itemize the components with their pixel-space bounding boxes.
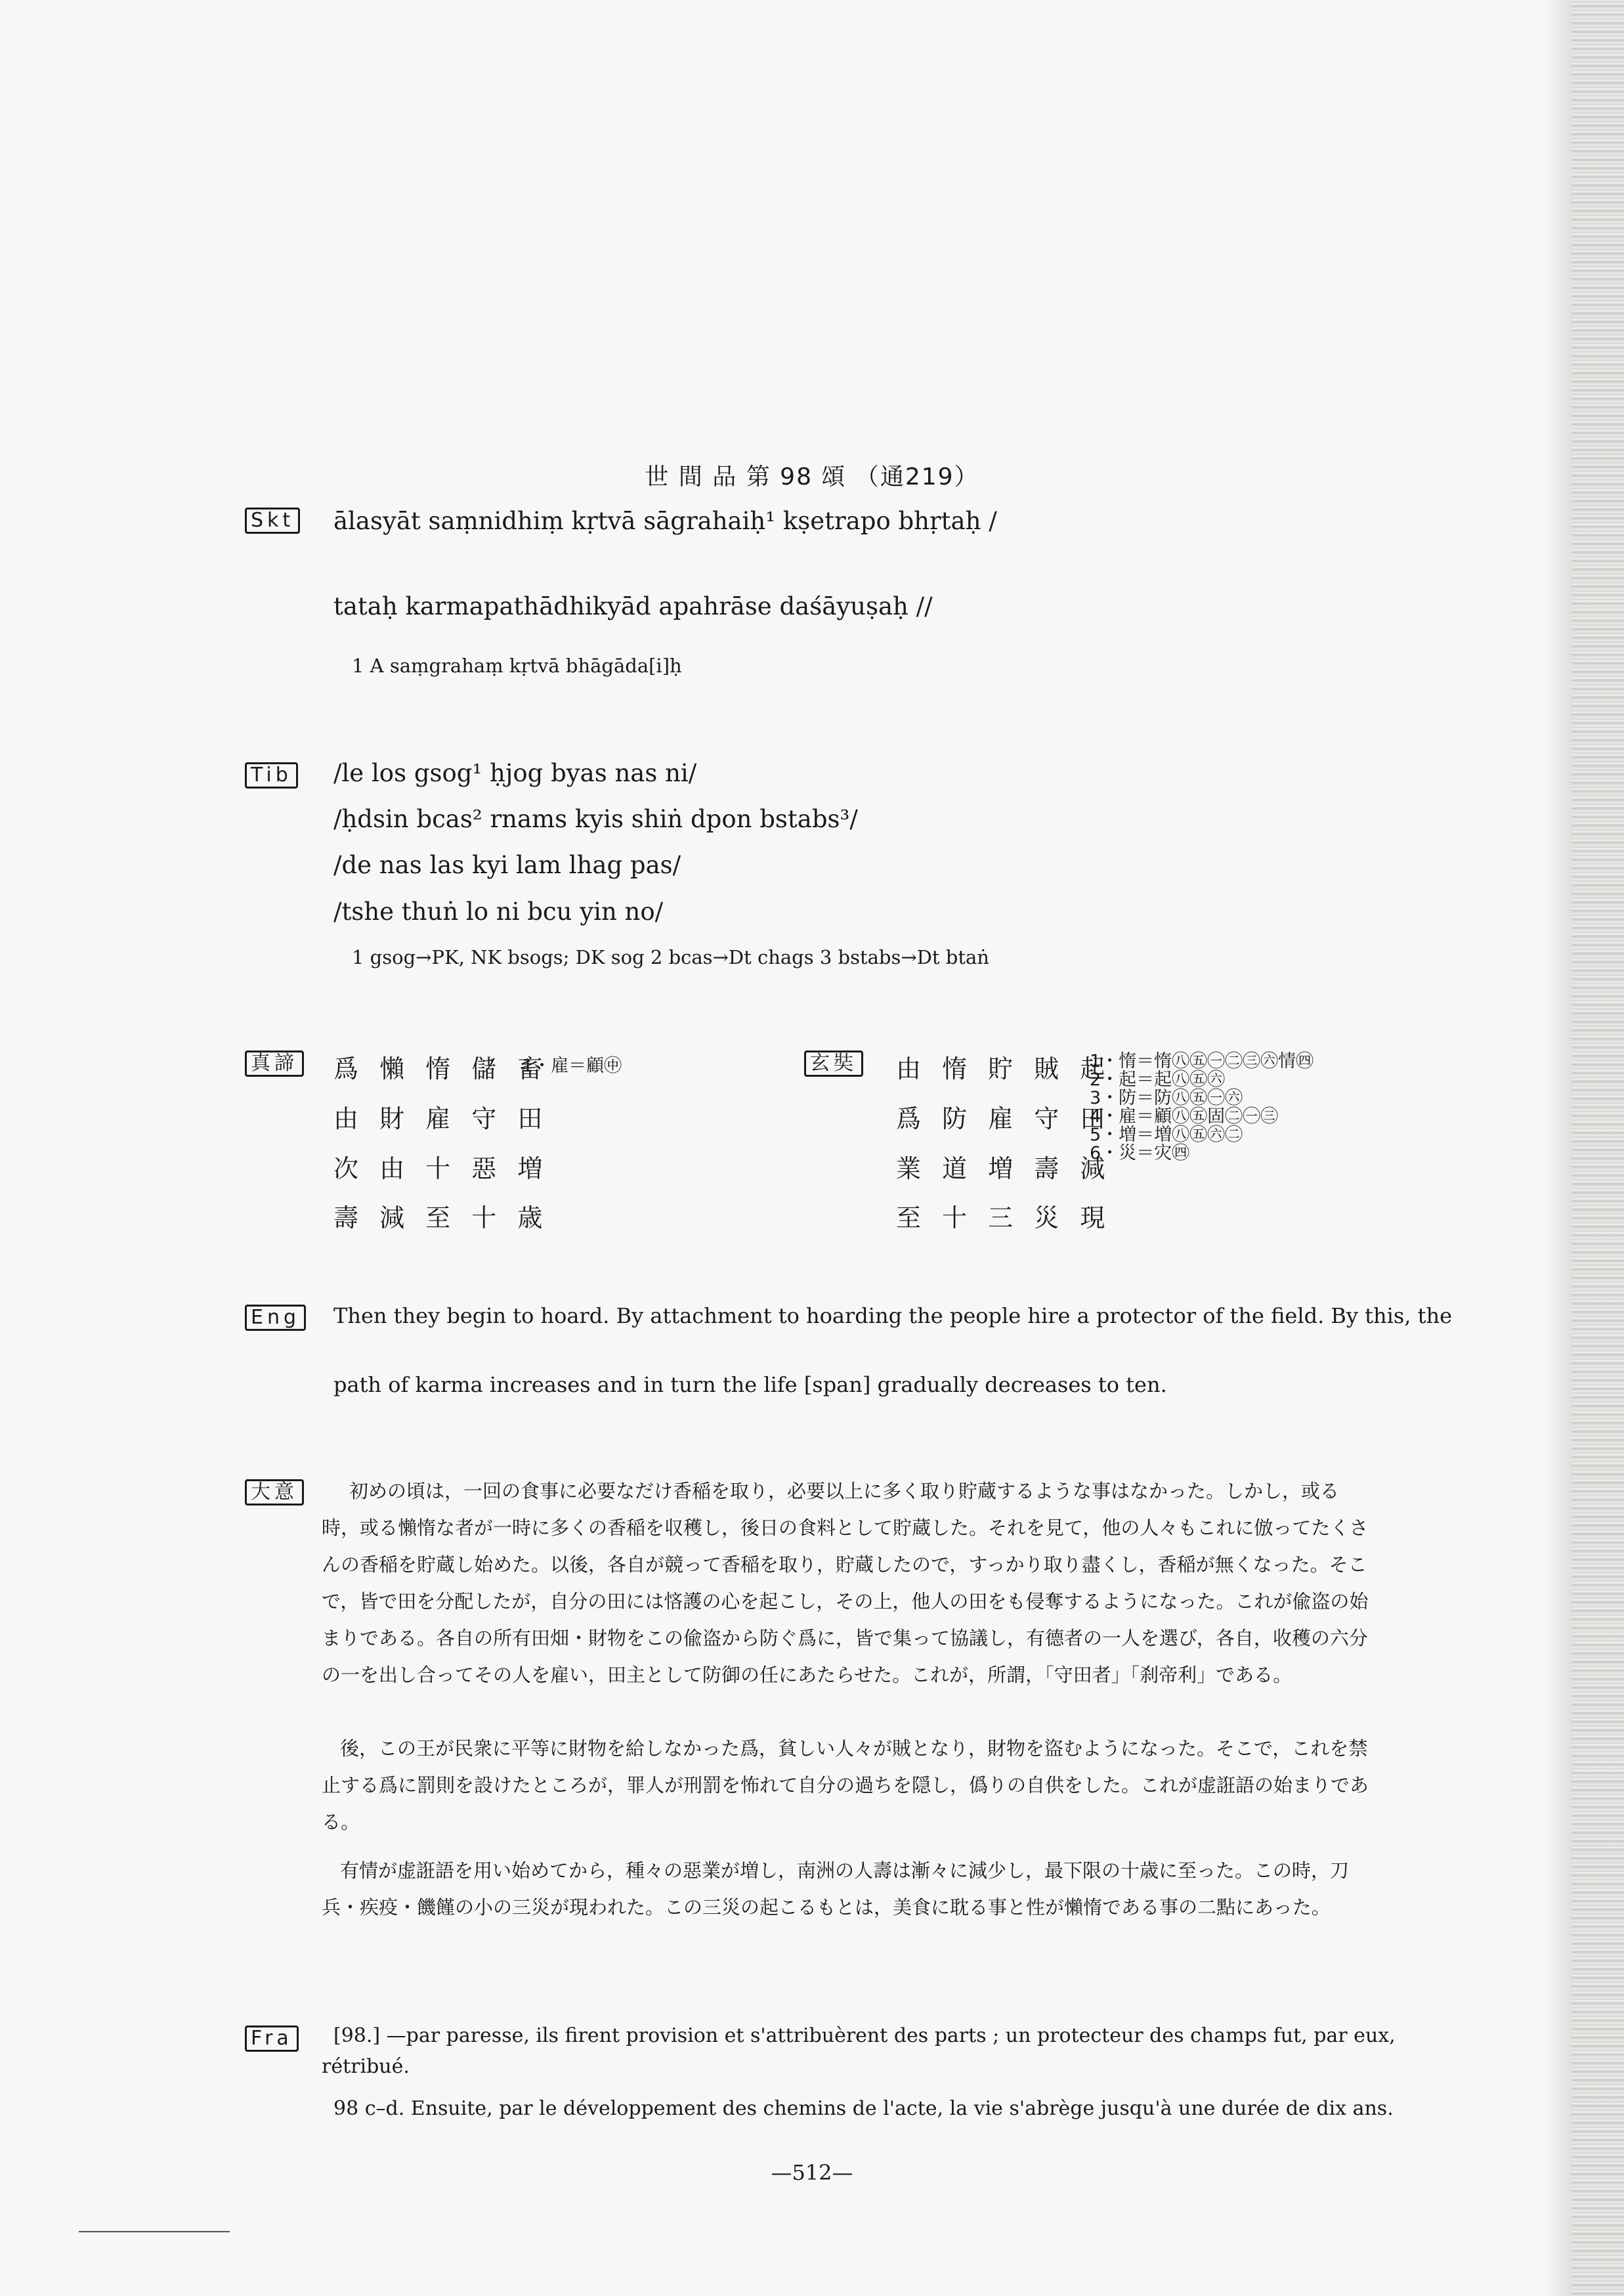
tib-label: Tib <box>245 762 298 789</box>
page-number: —512— <box>771 2160 853 2185</box>
genjo-note-6: 6・災＝灾㊃ <box>1090 1143 1190 1163</box>
fra-line-2: rétribué. <box>322 2055 410 2078</box>
fra-line-1: [98.] —par paresse, ils firent provision et s'attribuèrent des parts ; un protecteur des champs fut, par eux, <box>333 2024 1396 2047</box>
taii-paragraph-2: 後，この王が民衆に平等に財物を給しなかった爲，貧しい人々が賊となり，財物を盜むようになった。そこで，これを禁止する爲に罰則を設けたところが，罪人が刑罰を怖れて自分の過ちを隠し，僞りの自供をした。これが虚誑語の始まりである。 <box>322 1737 1369 1833</box>
scan-edge <box>1571 0 1624 2296</box>
tib-line-3: /de nas las kyi lam lhag pas/ <box>333 851 681 879</box>
fra-label: Fra <box>245 2025 299 2052</box>
genjo-label: 玄奘 <box>804 1051 863 1077</box>
skt-line-1: ālasyāt saṃnidhiṃ kṛtvā sāgrahaiḥ¹ kṣetrapo bhṛtaḥ / <box>333 507 997 535</box>
taii-paragraph-1: 初めの頃は，一回の食事に必要なだけ香稲を取り，必要以上に多く取り貯蔵するような事はなかった。しかし，或る時，或る懶惰な者が一時に多くの香稲を収穫し，後日の食料として貯蔵した。それを見て，他の人々もこれに倣ってたくさんの香稲を貯蔵し始めた。以後，各自が競って香稲を取り，貯蔵したので，すっかり取り盡くし，香稲が無くなった。そこで，皆で田を分配したが，自分の田には悋護の心を起こし，その上，他人の田をも侵奪するようになった。これが偸盗の始まりである。各自の所有田畑・財物をこの偸盗から防ぐ爲に，皆で集って協議し，有德者の一人を選び，各自，收穫の六分の一を出し合ってその人を雇い，田主として防御の任にあたらせた。これが，所謂，「守田者」「刹帝利」である。 <box>322 1480 1369 1686</box>
shintai-line-1: 爲 懶 惰 儲 畜 <box>333 1054 549 1083</box>
fra-line-3: 98 c–d. Ensuite, par le développement des chemins de l'acte, la vie s'abrège jusqu'à une durée de dix ans. <box>333 2097 1394 2120</box>
skt-line-2: tataḥ karmapathādhikyād apahrāse daśāyuṣaḥ // <box>333 592 933 620</box>
taii-label: 大意 <box>245 1479 304 1505</box>
genjo-line-2: 爲 防 雇 守 田 <box>896 1104 1112 1133</box>
tib-line-1: /le los gsog¹ ḥjog byas nas ni/ <box>333 759 697 787</box>
genjo-note-1: 1・惰＝惰㊇㊄㊀㊁㊂㊅情㊃ <box>1090 1051 1314 1072</box>
shintai-line-3: 次 由 十 惡 増 <box>333 1154 549 1183</box>
genjo-line-3: 業 道 増 壽 減 <box>896 1154 1112 1183</box>
genjo-line-4: 至 十 三 災 現 <box>896 1203 1112 1232</box>
eng-line-1: Then they begin to hoard. By attachment to hoarding the people hire a protector of the field. By this, the <box>333 1303 1453 1328</box>
tib-note: 1 gsog→PK, NK bsogs; DK sog 2 bcas→Dt chags 3 bstabs→Dt btaṅ <box>352 946 989 968</box>
skt-label: Skt <box>245 508 300 534</box>
scan-edge-shadow <box>1545 0 1571 2296</box>
tib-line-2: /ḥdsin bcas² rnams kyis shiṅ dpon bstabs³/ <box>333 805 858 833</box>
shintai-note: 1・雇＝顧㊥ <box>522 1056 622 1076</box>
genjo-note-5: 5・増＝増㊇㊄㊅㊁ <box>1090 1125 1243 1145</box>
page-title: 世 間 品 第 98 頌 （通219） <box>645 464 979 490</box>
genjo-note-4: 4・雇＝顧㊇㊄固㊁㊀㊂ <box>1090 1106 1279 1127</box>
skt-note: 1 A saṃgrahaṃ kṛtvā bhāgāda[i]ḥ <box>352 655 682 677</box>
shintai-label: 真諦 <box>245 1051 304 1077</box>
tib-line-4: /tshe thuṅ lo ni bcu yin no/ <box>333 898 664 926</box>
shintai-line-4: 壽 減 至 十 歳 <box>333 1203 549 1232</box>
genjo-note-2: 2・起＝起㊇㊄㊅ <box>1090 1070 1226 1090</box>
genjo-note-3: 3・防＝防㊇㊄㊀㊅ <box>1090 1088 1243 1108</box>
eng-label: Eng <box>245 1305 306 1331</box>
eng-line-2: path of karma increases and in turn the life [span] gradually decreases to ten. <box>333 1372 1167 1397</box>
taii-paragraph-3: 有情が虚誑語を用い始めてから，種々の惡業が増し，南洲の人壽は漸々に減少し，最下限の十歳に至った。この時，刀兵・疾疫・饑饉の小の三災が現われた。この三災の起こるもとは，美食に耽る事と性が懶惰である事の二點にあった。 <box>322 1859 1350 1918</box>
shintai-line-2: 由 財 雇 守 田 <box>333 1104 549 1133</box>
bottom-rule <box>79 2231 230 2232</box>
genjo-line-1: 由 惰 貯 賊 起 <box>896 1054 1112 1083</box>
